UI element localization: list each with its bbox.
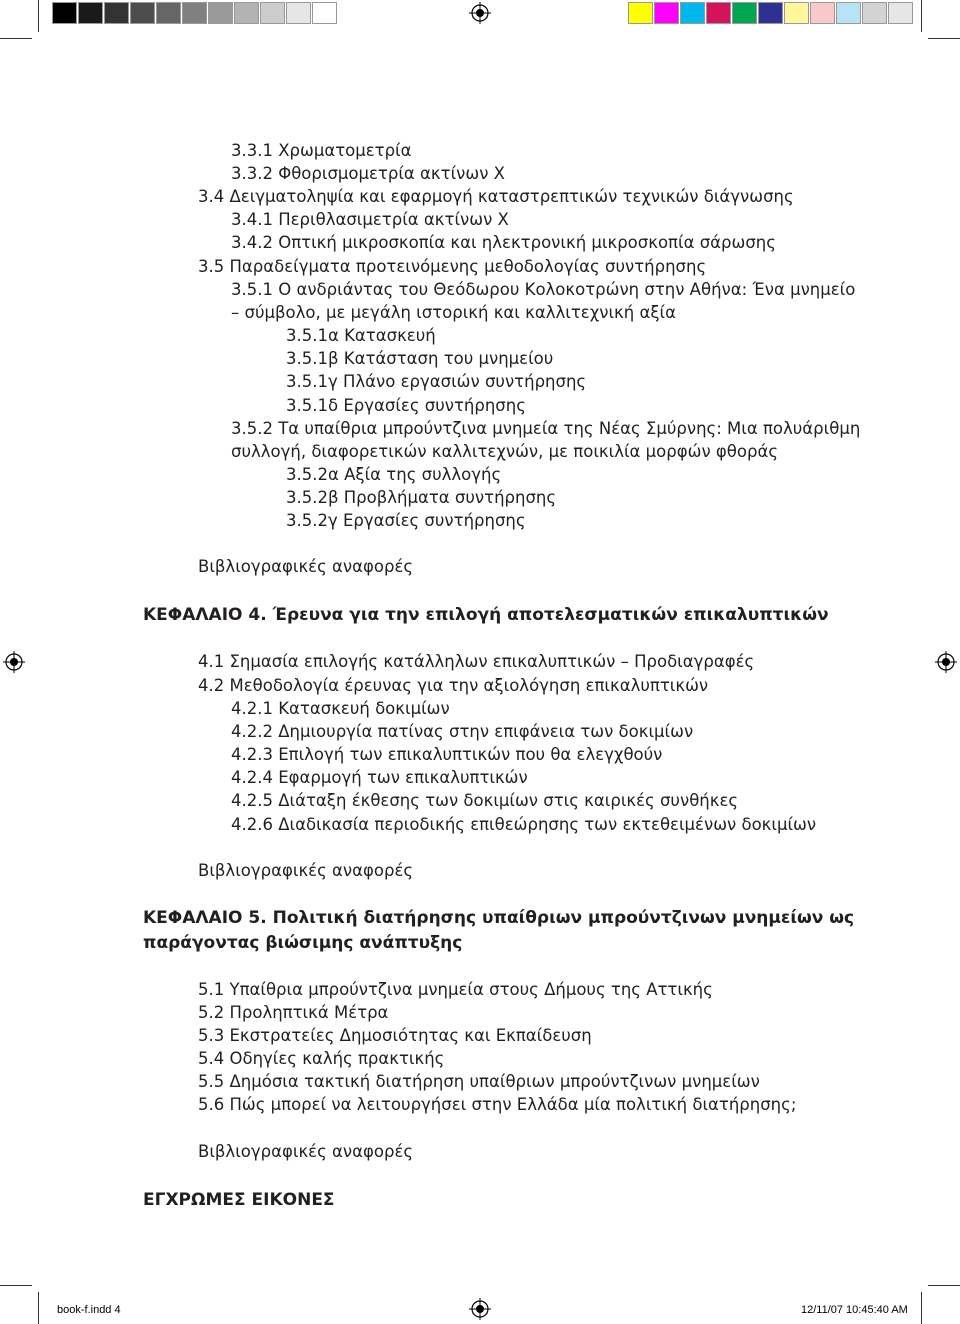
crop-mark-top-left-h <box>0 38 32 39</box>
color-swatch <box>836 2 861 24</box>
chapter-5-heading-cont: παράγοντας βιώσιμης ανάπτυξης <box>143 933 463 953</box>
gray-swatch <box>208 2 233 24</box>
color-swatch <box>810 2 835 24</box>
toc-entry: 3.5.1γ Πλάνο εργασιών συντήρησης <box>286 372 587 391</box>
color-swatch <box>732 2 757 24</box>
gray-swatch <box>104 2 129 24</box>
gray-swatch <box>78 2 103 24</box>
toc-entry: 3.5 Παραδείγματα προτεινόμενης μεθοδολογίας συντήρησης <box>198 257 707 276</box>
toc-entry: 5.6 Πώς μπορεί να λειτουργήσει στην Ελλάδα μία πολιτική διατήρησης; <box>198 1095 797 1114</box>
toc-entry: 5.1 Υπαίθρια μπρούντζινα μνημεία στους Δήμους της Αττικής <box>198 980 713 999</box>
toc-entry: 5.4 Οδηγίες καλής πρακτικής <box>198 1049 445 1068</box>
gray-swatch <box>234 2 259 24</box>
color-swatch <box>680 2 705 24</box>
gray-swatch <box>156 2 181 24</box>
toc-entry: 4.2.2 Δημιουργία πατίνας στην επιφάνεια των δοκιμίων <box>231 722 694 741</box>
color-swatch <box>654 2 679 24</box>
toc-entry: 3.4.1 Περιθλασιμετρία ακτίνων Χ <box>231 210 509 229</box>
toc-entry: 3.5.2α Αξία της συλλογής <box>286 465 502 484</box>
toc-entry: 4.1 Σημασία επιλογής κατάλληλων επικαλυπτικών – Προδιαγραφές <box>198 652 755 671</box>
toc-entry: 4.2.5 Διάταξη έκθεσης των δοκιμίων στις καιρικές συνθήκες <box>231 791 739 810</box>
toc-entry: 4.2 Μεθοδολογία έρευνας για την αξιολόγηση επικαλυπτικών <box>198 676 709 695</box>
toc-entry: 4.2.1 Κατασκευή δοκιμίων <box>231 699 450 718</box>
toc-entry: 3.5.1 Ο ανδριάντας του Θεόδωρου Κολοκοτρώνη στην Αθήνα: Ένα μνημείο <box>231 280 856 299</box>
toc-entry: 3.5.1δ Εργασίες συντήρησης <box>286 396 526 415</box>
registration-mark-icon <box>469 1298 491 1320</box>
toc-entry: 5.5 Δημόσια τακτική διατήρηση υπαίθριων μπρούντζινων μνημείων <box>198 1072 760 1091</box>
toc-entry: 3.5.2 Τα υπαίθρια μπρούντζινα μνημεία της Νέας Σμύρνης: Μια πολυάριθμη <box>231 419 861 438</box>
gray-swatch <box>312 2 337 24</box>
toc-entry: 3.5.1β Κατάσταση του μνημείου <box>286 349 554 368</box>
toc-entry: 4.2.6 Διαδικασία περιοδικής επιθεώρησης των εκτεθειμένων δοκιμίων <box>231 815 817 834</box>
toc-entry: 4.2.3 Επιλογή των επικαλυπτικών που θα ελεγχθούν <box>231 745 663 764</box>
process-color-bar <box>628 2 914 26</box>
gray-swatch <box>52 2 77 24</box>
color-swatch <box>706 2 731 24</box>
gray-swatch <box>182 2 207 24</box>
color-swatch <box>758 2 783 24</box>
registration-mark-icon <box>3 651 25 673</box>
crop-mark-top-left-v <box>38 0 39 32</box>
color-swatch <box>888 2 913 24</box>
gray-swatch <box>260 2 285 24</box>
toc-entry: 4.2.4 Εφαρμογή των επικαλυπτικών <box>231 768 528 787</box>
crop-mark-top-right-h <box>928 38 960 39</box>
crop-mark-bottom-right-v <box>921 1292 922 1324</box>
toc-entry: 3.5.2γ Εργασίες συντήρησης <box>286 511 526 530</box>
color-swatch <box>862 2 887 24</box>
toc-entry: 5.3 Εκστρατείες Δημοσιότητας και Εκπαίδευση <box>198 1026 592 1045</box>
registration-mark-icon <box>469 2 491 24</box>
slug-filename: book-f.indd 4 <box>57 1304 121 1316</box>
toc-entry: 3.3.1 Χρωματομετρία <box>231 141 412 160</box>
slug-datetime: 12/11/07 10:45:40 AM <box>801 1304 908 1316</box>
toc-entry: – σύμβολο, με μεγάλη ιστορική και καλλιτεχνική αξία <box>231 303 677 322</box>
gray-swatch <box>286 2 311 24</box>
bibliography-entry: Βιβλιογραφικές αναφορές <box>198 1142 414 1161</box>
crop-mark-bottom-right-h <box>928 1285 960 1286</box>
crop-mark-bottom-left-h <box>0 1285 32 1286</box>
toc-entry: 3.4 Δειγματοληψία και εφαρμογή καταστρεπτικών τεχνικών διάγνωσης <box>198 187 794 206</box>
crop-mark-bottom-left-v <box>38 1292 39 1324</box>
toc-entry: 5.2 Προληπτικά Μέτρα <box>198 1003 389 1022</box>
chapter-4-heading: ΚΕΦΑΛΑΙΟ 4. Έρευνα για την επιλογή αποτελεσματικών επικαλυπτικών <box>143 605 829 625</box>
color-swatch <box>628 2 653 24</box>
crop-mark-top-right-v <box>921 0 922 32</box>
registration-mark-icon <box>935 651 957 673</box>
toc-entry: 3.3.2 Φθορισμομετρία ακτίνων Χ <box>231 164 505 183</box>
toc-entry: 3.5.1α Κατασκευή <box>286 326 436 345</box>
color-images-heading: ΕΓΧΡΩΜΕΣ ΕΙΚΟΝΕΣ <box>143 1190 335 1210</box>
bibliography-entry: Βιβλιογραφικές αναφορές <box>198 557 414 576</box>
color-swatch <box>784 2 809 24</box>
chapter-5-heading: ΚΕΦΑΛΑΙΟ 5. Πολιτική διατήρησης υπαίθριων μπρούντζινων μνημείων ως <box>143 908 855 928</box>
bibliography-entry: Βιβλιογραφικές αναφορές <box>198 861 414 880</box>
toc-entry: συλλογή, διαφορετικών καλλιτεχνών, με ποικιλία μορφών φθοράς <box>231 442 779 461</box>
grayscale-color-bar <box>52 2 338 26</box>
gray-swatch <box>130 2 155 24</box>
toc-entry: 3.5.2β Προβλήματα συντήρησης <box>286 488 557 507</box>
toc-entry: 3.4.2 Οπτική μικροσκοπία και ηλεκτρονική μικροσκοπία σάρωσης <box>231 233 776 252</box>
